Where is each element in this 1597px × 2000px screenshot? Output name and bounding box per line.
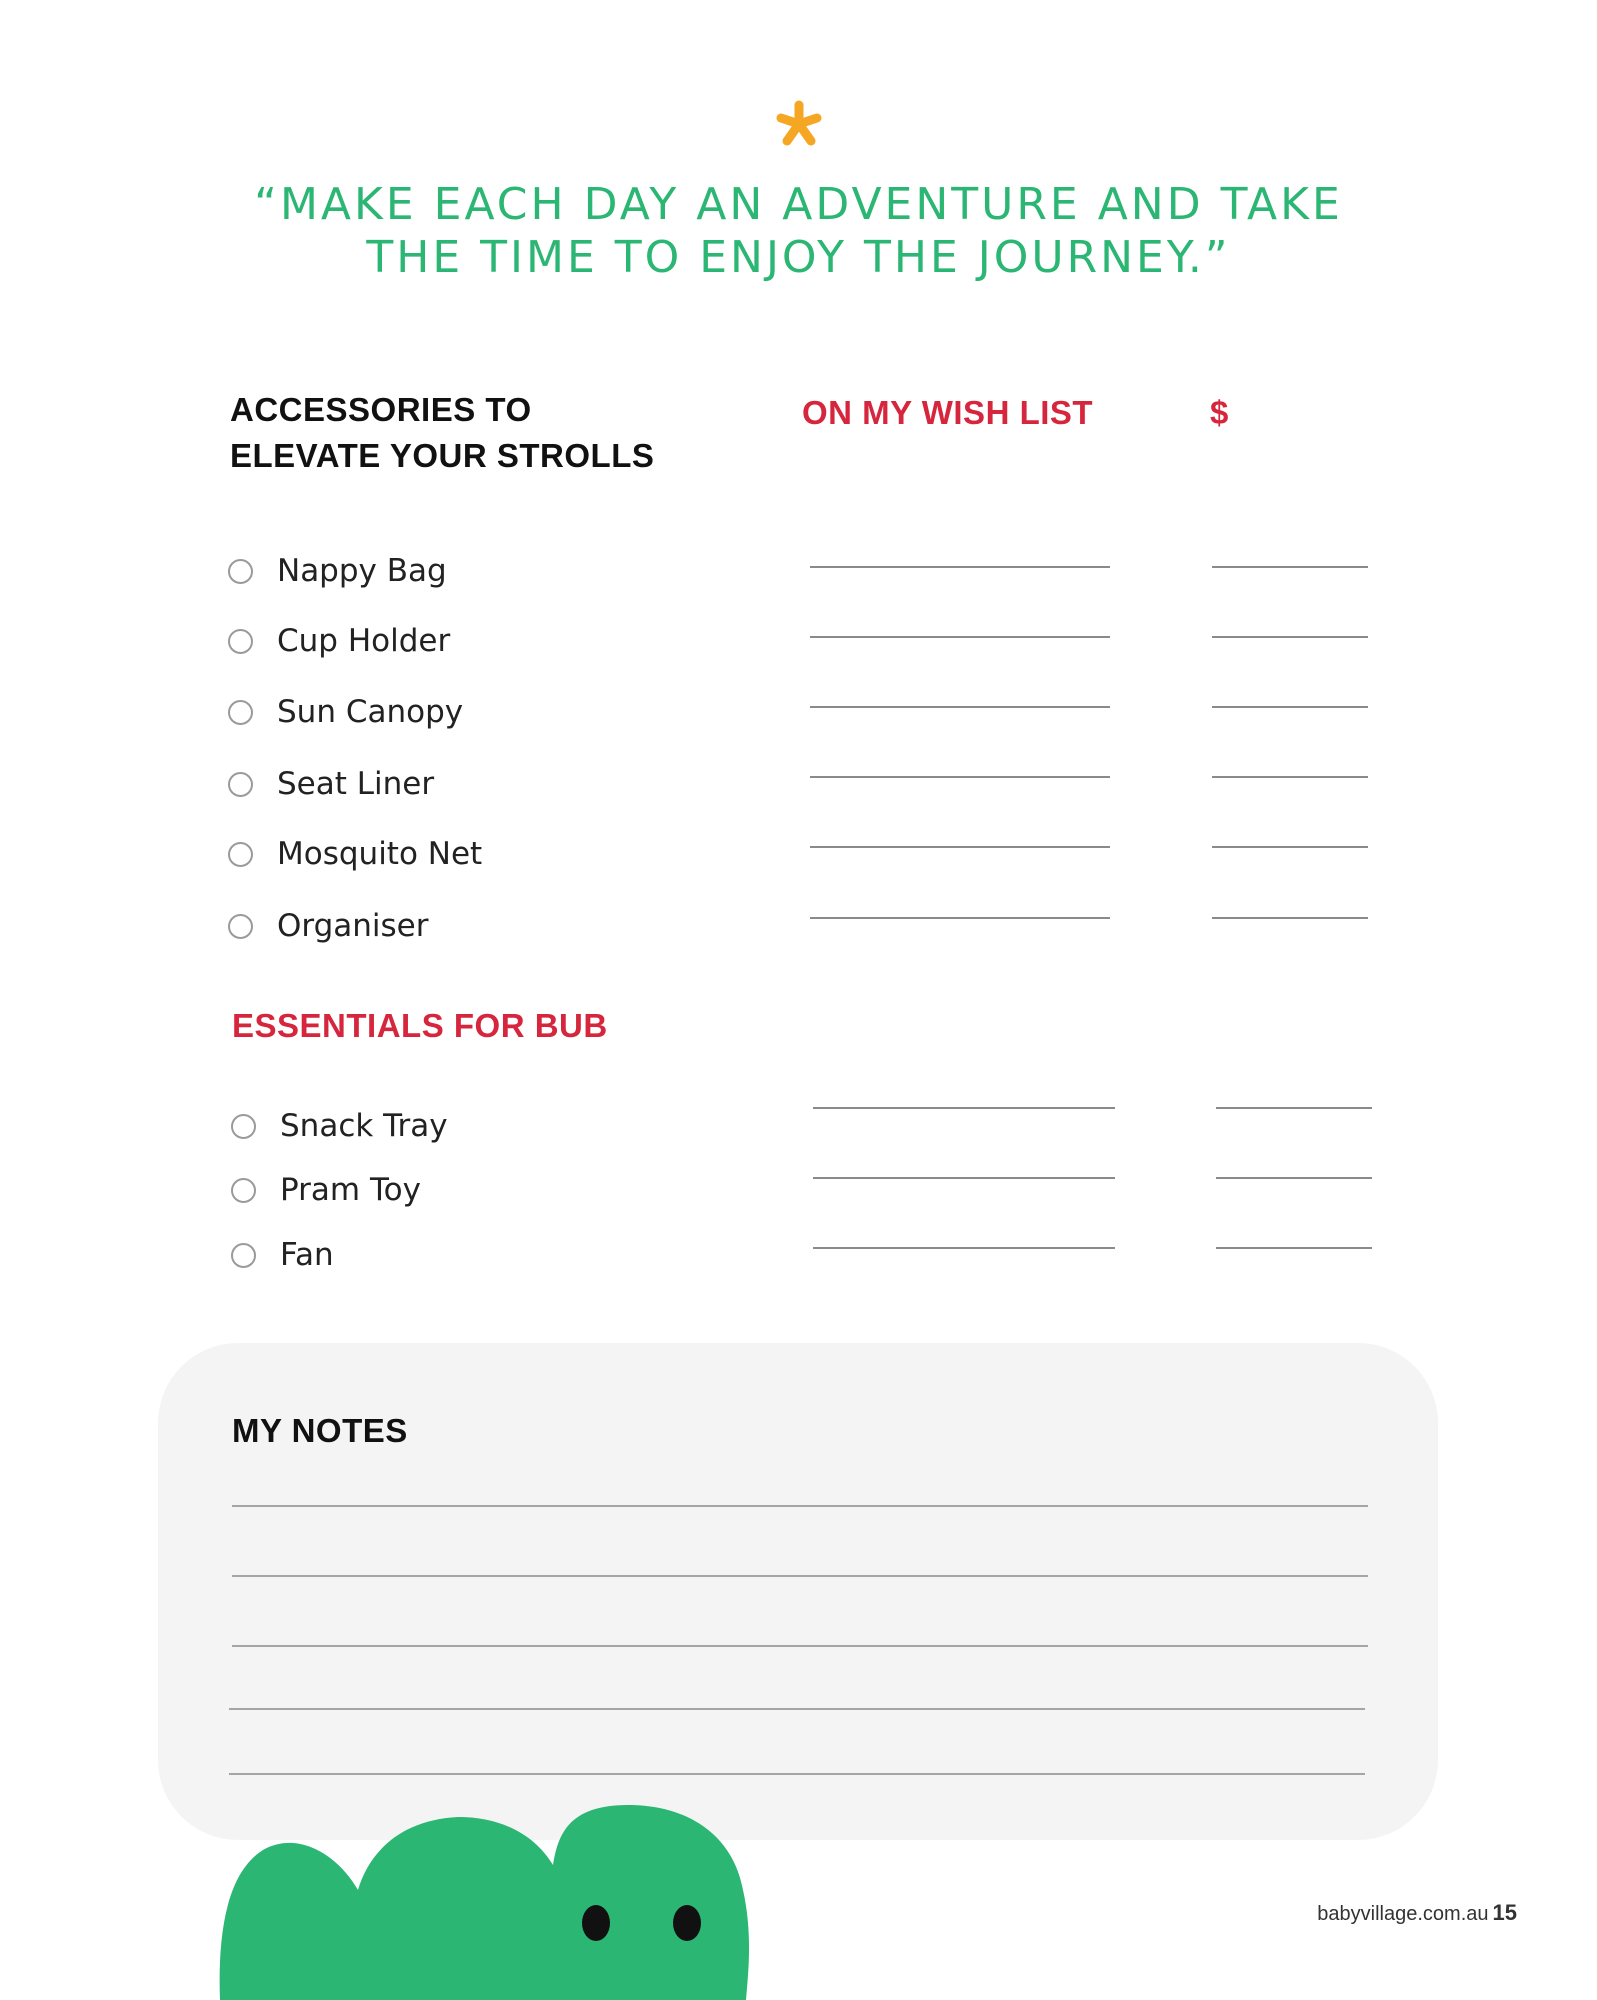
checklist-item-seat-liner[interactable] xyxy=(228,764,434,804)
price-line[interactable] xyxy=(1212,706,1368,708)
checklist-item-sun-canopy[interactable] xyxy=(228,692,463,732)
radio-icon[interactable] xyxy=(231,1243,256,1268)
accessories-heading xyxy=(230,387,654,479)
item-label: Snack Tray xyxy=(280,1108,448,1144)
price-line[interactable] xyxy=(1216,1247,1372,1249)
wish-list-line[interactable] xyxy=(810,917,1110,919)
wish-list-line[interactable] xyxy=(810,846,1110,848)
notes-line[interactable] xyxy=(232,1505,1368,1507)
page-number: 15 xyxy=(1492,1900,1517,1925)
essentials-heading: ESSENTIALS FOR BUB xyxy=(232,1007,608,1044)
accessories-heading-line-2: ELEVATE YOUR STROLLS xyxy=(230,437,655,474)
asterisk-icon xyxy=(775,100,823,148)
notes-line[interactable] xyxy=(229,1708,1365,1710)
wish-list-line[interactable] xyxy=(813,1107,1115,1109)
notes-line[interactable] xyxy=(232,1645,1368,1647)
price-line[interactable] xyxy=(1212,776,1368,778)
checklist-item-nappy-bag[interactable] xyxy=(228,551,447,591)
notes-line[interactable] xyxy=(229,1773,1365,1775)
footer-site: babyvillage.com.au xyxy=(1317,1903,1489,1925)
item-label: Organiser xyxy=(277,908,429,944)
price-line[interactable] xyxy=(1212,846,1368,848)
checklist-item-snack-tray[interactable] xyxy=(231,1106,448,1146)
quote xyxy=(0,178,1597,284)
wish-list-line[interactable] xyxy=(813,1247,1115,1249)
wish-list-line[interactable] xyxy=(810,636,1110,638)
quote-line-2: THE TIME TO ENJOY THE JOURNEY.” xyxy=(366,232,1231,283)
checklist-item-mosquito-net[interactable] xyxy=(228,834,482,874)
wish-list-heading: ON MY WISH LIST xyxy=(802,394,1094,431)
checklist-item-fan[interactable] xyxy=(231,1235,334,1275)
checklist-item-cup-holder[interactable] xyxy=(228,621,450,661)
radio-icon[interactable] xyxy=(228,700,253,725)
radio-icon[interactable] xyxy=(231,1178,256,1203)
quote-line-1: “MAKE EACH DAY AN ADVENTURE AND TAKE xyxy=(254,179,1343,230)
item-label: Nappy Bag xyxy=(277,553,447,589)
price-line[interactable] xyxy=(1212,917,1368,919)
price-heading: $ xyxy=(1210,394,1229,431)
price-line[interactable] xyxy=(1212,636,1368,638)
wish-list-line[interactable] xyxy=(810,566,1110,568)
blob-character-illustration xyxy=(218,1795,758,2000)
wish-list-line[interactable] xyxy=(810,706,1110,708)
checklist-item-pram-toy[interactable] xyxy=(231,1170,421,1210)
wish-list-line[interactable] xyxy=(810,776,1110,778)
item-label: Sun Canopy xyxy=(277,694,464,730)
item-label: Fan xyxy=(280,1237,334,1273)
checklist-item-organiser[interactable] xyxy=(228,906,429,946)
price-line[interactable] xyxy=(1216,1177,1372,1179)
radio-icon[interactable] xyxy=(231,1114,256,1139)
price-line[interactable] xyxy=(1216,1107,1372,1109)
radio-icon[interactable] xyxy=(228,914,253,939)
notes-heading: MY NOTES xyxy=(232,1412,408,1449)
price-line[interactable] xyxy=(1212,566,1368,568)
radio-icon[interactable] xyxy=(228,629,253,654)
accessories-heading-line-1: ACCESSORIES TO xyxy=(230,391,532,428)
item-label: Mosquito Net xyxy=(277,836,483,872)
page-footer xyxy=(1317,1900,1517,1926)
radio-icon[interactable] xyxy=(228,559,253,584)
radio-icon[interactable] xyxy=(228,772,253,797)
item-label: Seat Liner xyxy=(277,766,435,802)
notes-line[interactable] xyxy=(232,1575,1368,1577)
item-label: Pram Toy xyxy=(280,1172,421,1208)
item-label: Cup Holder xyxy=(277,623,451,659)
wish-list-line[interactable] xyxy=(813,1177,1115,1179)
radio-icon[interactable] xyxy=(228,842,253,867)
